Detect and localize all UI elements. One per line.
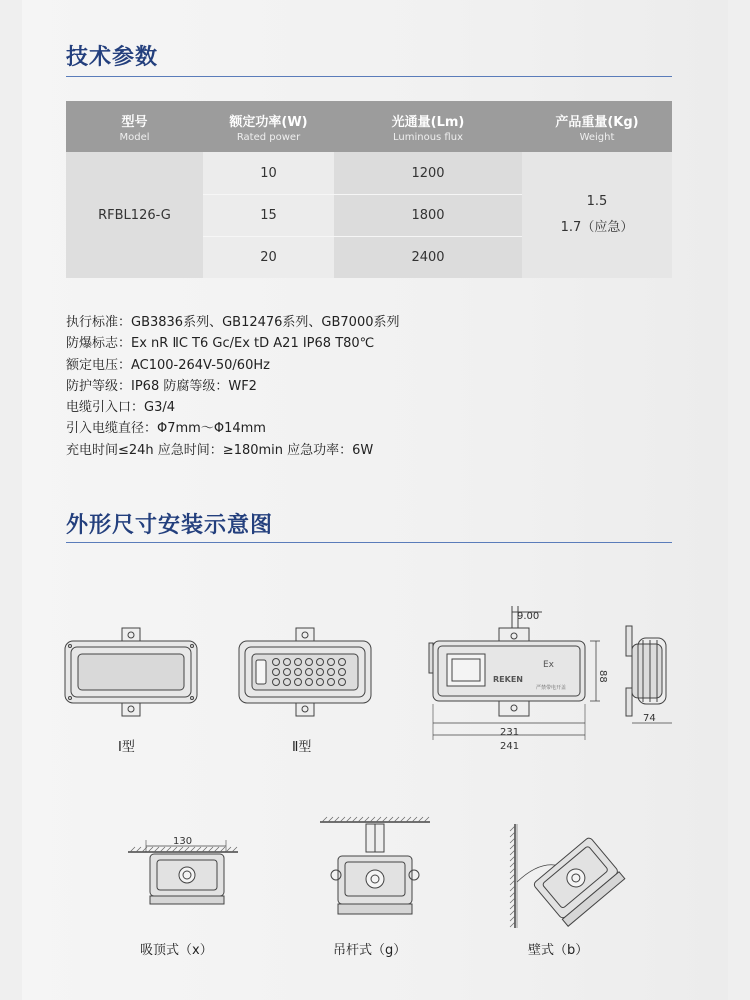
header-weight [522, 101, 672, 152]
cell-power-1: 10 [260, 165, 277, 181]
caption-type2: Ⅱ型 [292, 740, 312, 755]
table-body [66, 152, 672, 278]
header-flux [334, 101, 522, 152]
type1-drawing [65, 628, 197, 716]
param-cable-diameter: 引入电缆直径：Φ7mm～Φ14mm [66, 421, 266, 437]
caption-type1: Ⅰ型 [118, 740, 135, 755]
pendant-mount-drawing [320, 822, 430, 914]
spec-table [66, 101, 672, 278]
col-power [203, 152, 334, 278]
param-protection: 防护等级：IP68 防腐等级：WF2 [66, 378, 257, 394]
param-explosion-mark: 防爆标志：Ex nR ⅡC T6 Gc/Ex tD A21 IP68 T80℃ [66, 336, 375, 352]
dim-241: 241 [500, 741, 520, 752]
param-charging: 充电时间≤24h 应急时间：≥180min 应急功率：6W [66, 442, 374, 458]
param-standard: 执行标准：GB3836系列、GB12476系列、GB7000系列 [66, 315, 400, 330]
header-weight-en: Weight [579, 131, 615, 143]
header-power-en: Rated power [236, 131, 301, 143]
weight-normal: 1.5 [586, 194, 608, 209]
header-power-cn: 额定功率(W) [229, 114, 308, 130]
dim-74: 74 [643, 713, 656, 724]
header-model-en: Model [119, 131, 150, 143]
front-ex-mark: Ex [543, 660, 555, 670]
front-view-drawing [429, 606, 600, 740]
header-flux-cn: 光通量(Lm) [391, 114, 465, 130]
technical-drawings [0, 540, 750, 1000]
caption-pendant: 吊杆式（g） [333, 943, 407, 958]
dim-231: 231 [500, 727, 520, 738]
caption-wall: 壁式（b） [528, 943, 589, 958]
header-model [66, 101, 203, 152]
col-model [66, 152, 203, 278]
cell-power-2: 15 [260, 207, 277, 223]
param-cable-entry: 电缆引入口：G3/4 [66, 400, 175, 416]
cell-flux-1: 1200 [411, 165, 445, 181]
drawings-area [0, 540, 750, 1000]
section-title-dimensions: 外形尺寸安装示意图 [66, 513, 274, 538]
front-small-label: 严禁带电开盖 [536, 685, 567, 691]
col-flux [334, 152, 522, 278]
header-power [203, 101, 334, 152]
front-logo: REKEN [493, 675, 523, 684]
cell-flux-2: 1800 [411, 207, 445, 223]
header-flux-en: Luminous flux [393, 131, 463, 143]
caption-ceiling: 吸顶式（x） [140, 943, 213, 958]
header-weight-cn: 产品重量(Kg) [555, 114, 639, 130]
weight-values [561, 189, 634, 241]
table-header [66, 101, 672, 152]
header-model-cn: 型号 [121, 114, 148, 130]
param-voltage: 额定电压：AC100-264V-50/60Hz [66, 357, 270, 373]
type2-drawing [239, 628, 371, 716]
dim-130: 130 [173, 836, 193, 847]
cell-power-3: 20 [260, 249, 277, 265]
col-weight [522, 152, 672, 278]
dim-9: 9.00 [517, 611, 540, 622]
section-title-specs: 技术参数 [66, 45, 159, 70]
cell-flux-3: 2400 [411, 249, 445, 265]
dim-side: 88 [597, 670, 608, 683]
section-rule-specs [66, 76, 672, 77]
parameter-list [66, 312, 400, 461]
side-view-drawing [626, 626, 672, 723]
weight-emergency: 1.7（应急） [560, 220, 634, 235]
cell-model: RFBL126-G [98, 207, 171, 223]
wall-mount-drawing [515, 824, 625, 928]
cell-weight [522, 152, 672, 278]
